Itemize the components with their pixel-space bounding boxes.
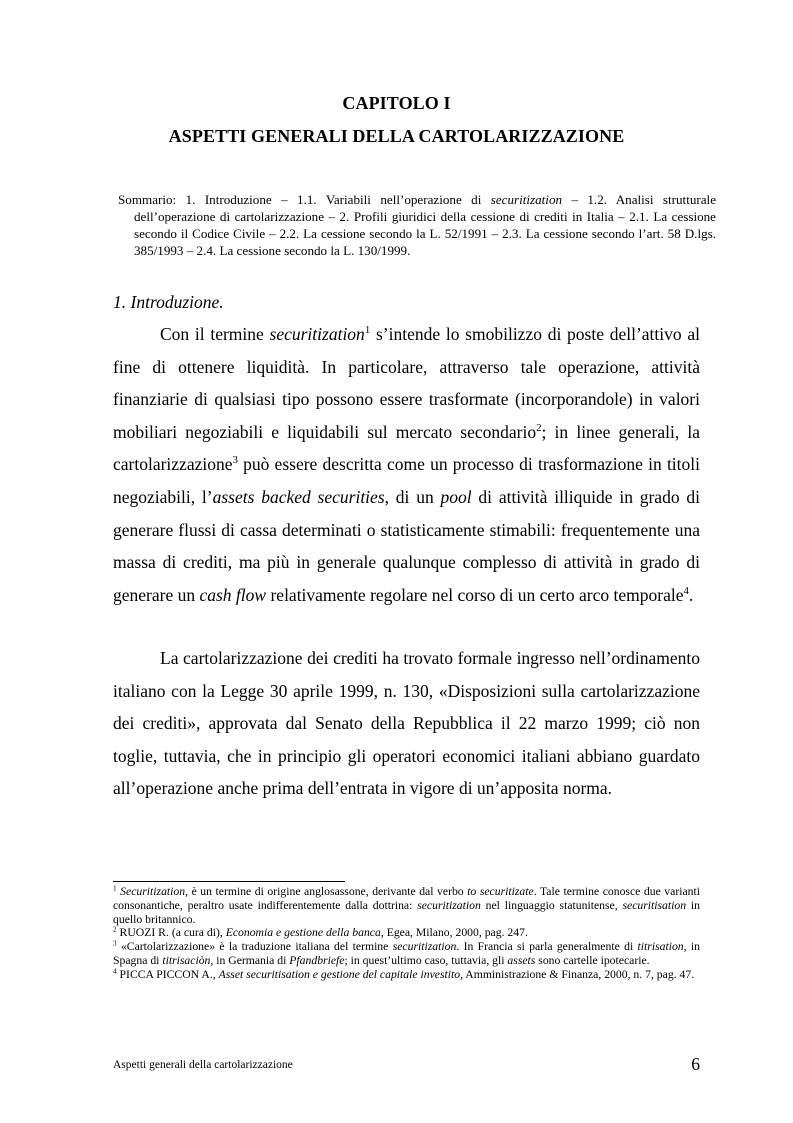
- p2-text: La cartolarizzazione dei crediti ha trovato formale ingresso nell’ordinamento italiano con la Legge 30 aprile 1999, n. 130, «Disposizioni sulla cartolarizzazione dei crediti», approvata dal Senato della Repubblica il 22 marzo 1999; ciò non toglie, tuttavia, che in principio gli operatori economici italiani abbiano guardato all’operazione anche prima dell’entrata in vigore di un’apposita norma.: [113, 648, 700, 799]
- p1-text: , di un: [384, 486, 441, 507]
- footnote-ref-2[interactable]: 2: [536, 421, 542, 434]
- p1-text: .: [688, 584, 694, 605]
- fn-italic: assets: [507, 953, 536, 967]
- p1-italic: securitization: [269, 324, 365, 344]
- footnote-ref-3[interactable]: 3: [232, 454, 238, 467]
- fn-text: , Egea, Milano, 2000, pag. 247.: [380, 926, 528, 940]
- footnote-2: [113, 926, 700, 940]
- footnote-number: 3: [113, 939, 117, 948]
- fn-italic: titrisaciòn: [162, 953, 211, 967]
- fn-text: RUOZI R. (a cura di),: [116, 926, 226, 940]
- fn-italic: Securitization: [120, 885, 186, 898]
- fn-text: . Tale termine conosce due varianti consonantiche, peraltro usate indifferentemente dalla dottrina:: [113, 885, 700, 912]
- fn-italic: securitization: [417, 898, 481, 912]
- p1-text: può essere descritta come un processo di trasformazione in titoli negoziabili, l’: [113, 454, 700, 507]
- footnote-number: 1: [113, 884, 117, 893]
- fn-text: , in Germania di: [210, 953, 290, 967]
- footnote-1: [113, 885, 700, 926]
- p1-text: di attività illiquide in grado di generare flussi di cassa determinati o statisticamente stimabili: frequentemente una massa di crediti, ma più in generale qualunque complesso di attività in grado di generare un: [113, 486, 700, 605]
- fn-text: . In Francia si parla generalmente di: [456, 940, 638, 954]
- chapter-title: CAPITOLO I: [342, 93, 451, 113]
- fn-italic: titrisation: [637, 940, 684, 954]
- fn-italic: Economia e gestione della banca: [225, 926, 381, 940]
- fn-text: , Amministrazione & Finanza, 2000, n. 7, pag. 47.: [460, 967, 695, 981]
- footnote-number: 2: [113, 925, 117, 934]
- p1-text: s’intende lo smobilizzo di poste dell’attivo al fine di ottenere liquidità. In particolare, attraverso tale operazione, attività finanziarie di qualsiasi tipo possono essere trasformate (incorporandole) in valori mobiliari negoziabili e liquidabili sul mercato secondario: [113, 324, 700, 442]
- footnote-4: [113, 968, 700, 982]
- footnote-number: 4: [113, 967, 117, 976]
- footnote-ref-4[interactable]: 4: [683, 584, 689, 597]
- summary-text-b: – 1.2. Analisi strutturale dell’operazione di cartolarizzazione – 2. Profili giuridici della cessione di crediti in Italia – 2.1. La cessione secondo il Codice Civile – 2.2. La cessione secondo la L. 52/1991 – 2.3. La cessione secondo l’art. 58 D.lgs. 385/1993 – 2.4. La cessione secondo la L. 130/1999.: [134, 192, 717, 258]
- footnote-3: [113, 940, 700, 968]
- footnote-divider: [113, 881, 345, 882]
- p1-text: relativamente regolare nel corso di un certo arco temporale: [266, 584, 684, 605]
- p1-italic: pool: [440, 486, 472, 507]
- fn-italic: Asset securitisation e gestione del capitale investito: [218, 967, 461, 981]
- fn-text: «Cartolarizzazione» è la traduzione italiana del termine: [116, 940, 393, 954]
- fn-italic: securitization: [392, 940, 457, 954]
- footnote-ref-1[interactable]: 1: [364, 323, 371, 336]
- fn-text: in quello britannico.: [113, 898, 700, 926]
- fn-text: , è un termine di origine anglosassone, derivante dal verbo: [185, 885, 468, 898]
- fn-text: sono cartelle ipotecarie.: [535, 953, 650, 967]
- fn-text: nel linguaggio statunitense,: [480, 898, 623, 912]
- paragraph-1: [113, 318, 700, 611]
- chapter-summary: [118, 191, 716, 259]
- paragraph-2: [113, 642, 700, 805]
- fn-text: ; in quest’ultimo caso, tuttavia, gli: [344, 953, 508, 967]
- chapter-subtitle: ASPETTI GENERALI DELLA CARTOLARIZZAZIONE: [168, 126, 625, 146]
- fn-italic: securitisation: [622, 898, 687, 912]
- fn-text: PICCA PICCON A.,: [116, 967, 219, 981]
- p1-italic: cash flow: [199, 584, 267, 605]
- fn-italic: Pfandbriefe: [289, 953, 345, 967]
- summary-label: Sommario:: [118, 192, 177, 207]
- page-number: 6: [691, 1054, 700, 1074]
- fn-text: , in Spagna di: [113, 940, 700, 967]
- footnotes: [113, 885, 700, 982]
- p1-text: ; in linee generali, la cartolarizzazione: [113, 421, 701, 475]
- fn-italic: to securitizate: [467, 885, 534, 898]
- summary-text-a: 1. Introduzione – 1.1. Variabili nell’operazione di: [176, 192, 491, 207]
- summary-italic-term: securitization: [490, 192, 563, 207]
- running-footer-title: Aspetti generali della cartolarizzazione: [113, 1059, 293, 1071]
- section-heading: 1. Introduzione.: [113, 292, 224, 312]
- p1-italic: assets backed securities: [212, 486, 385, 507]
- p1-text: Con il termine: [160, 324, 270, 344]
